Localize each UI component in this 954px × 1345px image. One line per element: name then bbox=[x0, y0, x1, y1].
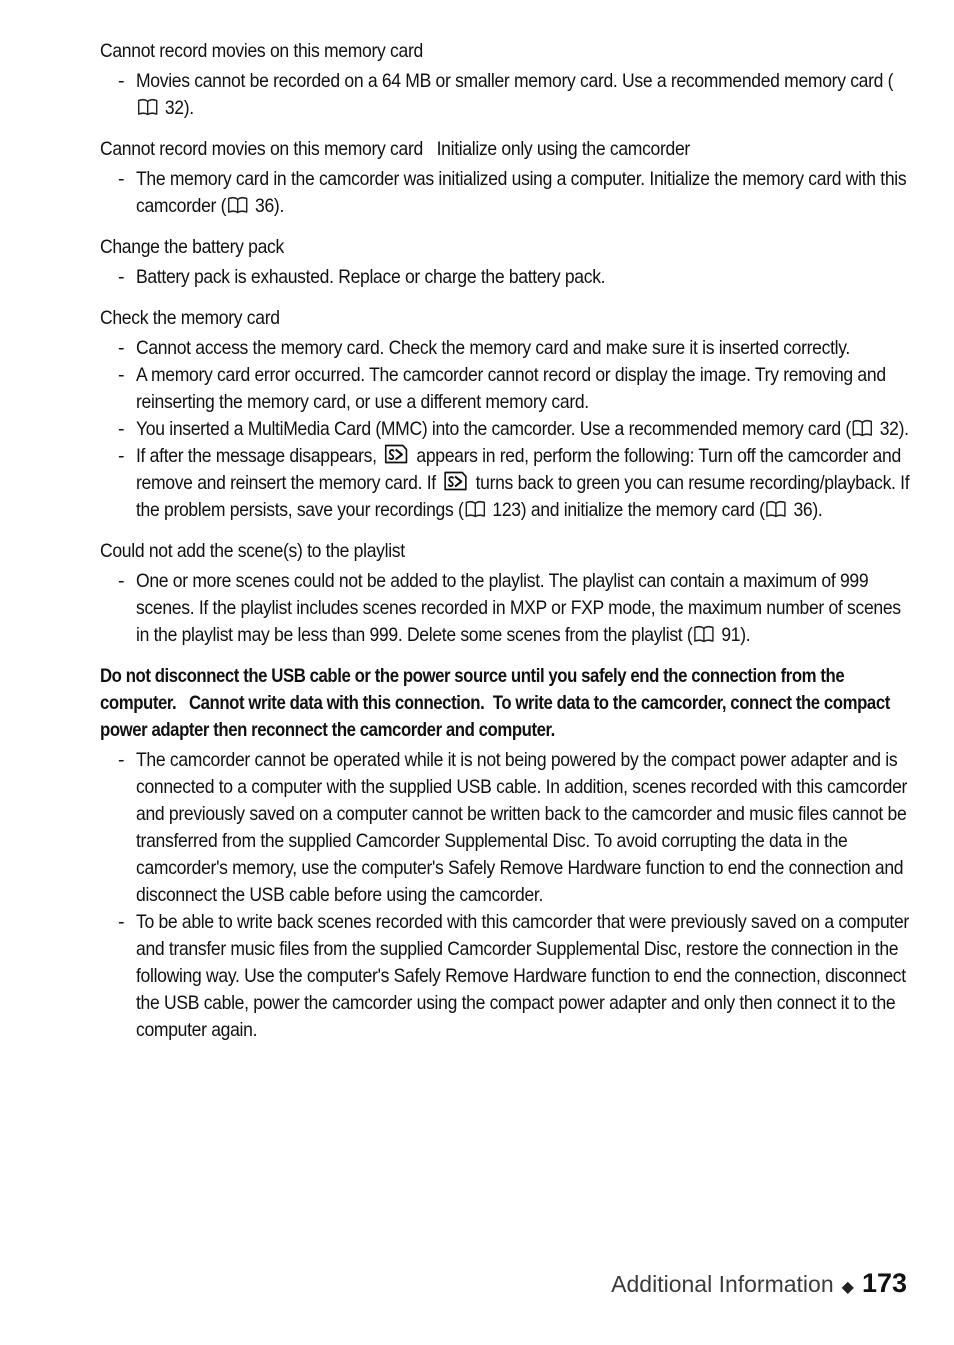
book-reference-icon bbox=[852, 419, 874, 437]
list-item bbox=[100, 264, 910, 291]
bullet-marker: - bbox=[118, 445, 125, 467]
list-item bbox=[100, 747, 910, 909]
list-item-text bbox=[136, 362, 910, 416]
bullet-marker: - bbox=[118, 911, 125, 933]
memory-card-icon bbox=[385, 444, 408, 464]
text-run: 32). bbox=[160, 97, 194, 119]
bullet-marker: - bbox=[118, 70, 125, 92]
text-run: You inserted a MultiMedia Card (MMC) into the camcorder. Use a recommended memory card ( bbox=[136, 418, 851, 440]
message-section bbox=[100, 234, 910, 291]
text-run: Battery pack is exhausted. Replace or charge the battery pack. bbox=[136, 266, 606, 288]
list-item-text bbox=[136, 68, 910, 122]
footer-separator-icon: ◆ bbox=[841, 1279, 854, 1296]
book-reference-icon bbox=[464, 500, 486, 518]
bullet-marker: - bbox=[118, 337, 125, 359]
page-content bbox=[100, 38, 910, 1058]
bullet-marker: - bbox=[118, 364, 125, 386]
message-heading: Change the battery pack bbox=[100, 236, 284, 258]
list-item-text bbox=[136, 264, 910, 291]
text-run: turns back to green you can resume recording/playback. If the problem persists, save your recordings ( bbox=[136, 472, 910, 521]
message-section bbox=[100, 663, 910, 1044]
list-item-text bbox=[136, 335, 910, 362]
list-item bbox=[100, 568, 910, 649]
message-heading: Cannot record movies on this memory card bbox=[100, 40, 423, 62]
book-reference-icon bbox=[693, 625, 715, 643]
text-run: Movies cannot be recorded on a 64 MB or smaller memory card. Use a recommended memory card ( bbox=[136, 70, 894, 92]
page-footer bbox=[611, 1268, 907, 1299]
book-reference-icon bbox=[137, 98, 159, 116]
list-item-text bbox=[136, 909, 910, 1044]
list-item-text bbox=[136, 416, 910, 443]
text-run: appears in red, perform the following: Turn off the camcorder and remove and reinsert the memory card. If bbox=[136, 445, 901, 494]
message-section bbox=[100, 305, 910, 524]
list-item bbox=[100, 68, 910, 122]
text-run: 36). bbox=[250, 195, 285, 217]
list-item-text bbox=[136, 568, 910, 649]
list-item bbox=[100, 416, 910, 443]
message-heading: Check the memory card bbox=[100, 307, 280, 329]
text-run: 32). bbox=[875, 418, 909, 440]
list-item bbox=[100, 443, 910, 524]
text-run: 91). bbox=[716, 624, 751, 646]
text-run: The camcorder cannot be operated while it is not being powered by the compact power adapter and is connected to a computer with the supplied USB cable. In addition, scenes recorded with this camcorder and previously saved on a computer cannot be written back to the camcorder and music files cannot be transferred from the supplied Camcorder Supplemental Disc. To avoid corrupting the data in the camcorder's memory, use the computer's Safely Remove Hardware function to end the connection and disconnect the USB cable before using the camcorder. bbox=[136, 749, 908, 906]
bullet-marker: - bbox=[118, 266, 125, 288]
page-number: 173 bbox=[861, 1268, 907, 1298]
list-item bbox=[100, 362, 910, 416]
list-item-text bbox=[136, 166, 910, 220]
bullet-marker: - bbox=[118, 168, 125, 190]
text-run: To be able to write back scenes recorded with this camcorder that were previously saved on a computer and transfer music files from the supplied Camcorder Supplemental Disc, restore the connection in the following way. Use the computer's Safely Remove Hardware function to end the connection, disconnect the USB cable, power the camcorder using the compact power adapter and only then connect it to the computer again. bbox=[136, 911, 909, 1041]
book-reference-icon bbox=[227, 196, 249, 214]
text-run: Cannot access the memory card. Check the memory card and make sure it is inserted correctly. bbox=[136, 337, 850, 359]
list-item bbox=[100, 909, 910, 1044]
text-run: The memory card in the camcorder was initialized using a computer. Initialize the memory card with this camcorder ( bbox=[136, 168, 907, 217]
text-run: One or more scenes could not be added to the playlist. The playlist can contain a maximum of 999 scenes. If the playlist includes scenes recorded in MXP or FXP mode, the maximum number of scenes in the playlist may be less than 999. Delete some scenes from the playlist ( bbox=[136, 570, 901, 646]
memory-card-icon bbox=[444, 471, 467, 491]
list-item-text bbox=[136, 443, 910, 524]
bullet-marker: - bbox=[118, 570, 125, 592]
text-run: A memory card error occurred. The camcorder cannot record or display the image. Try removing and reinserting the memory card, or use a different memory card. bbox=[136, 364, 886, 413]
bullet-marker: - bbox=[118, 749, 125, 771]
message-section bbox=[100, 38, 910, 122]
message-section bbox=[100, 538, 910, 649]
list-item bbox=[100, 166, 910, 220]
text-run: If after the message disappears, bbox=[136, 445, 382, 467]
message-heading: Do not disconnect the USB cable or the power source until you safely end the connection from the computer. Cannot write data with this connection. To write data to the camcorder, connect the compact power adapter then reconnect the camcorder and computer. bbox=[100, 665, 895, 741]
footer-section-title: Additional Information bbox=[611, 1271, 834, 1297]
text-run: 123) and initialize the memory card ( bbox=[487, 499, 765, 521]
message-heading: Cannot record movies on this memory card Initialize only using the camcorder bbox=[100, 138, 690, 160]
message-heading: Could not add the scene(s) to the playlist bbox=[100, 540, 405, 562]
message-section bbox=[100, 136, 910, 220]
book-reference-icon bbox=[766, 500, 788, 518]
list-item bbox=[100, 335, 910, 362]
list-item-text bbox=[136, 747, 910, 909]
bullet-marker: - bbox=[118, 418, 125, 440]
text-run: 36). bbox=[788, 499, 823, 521]
